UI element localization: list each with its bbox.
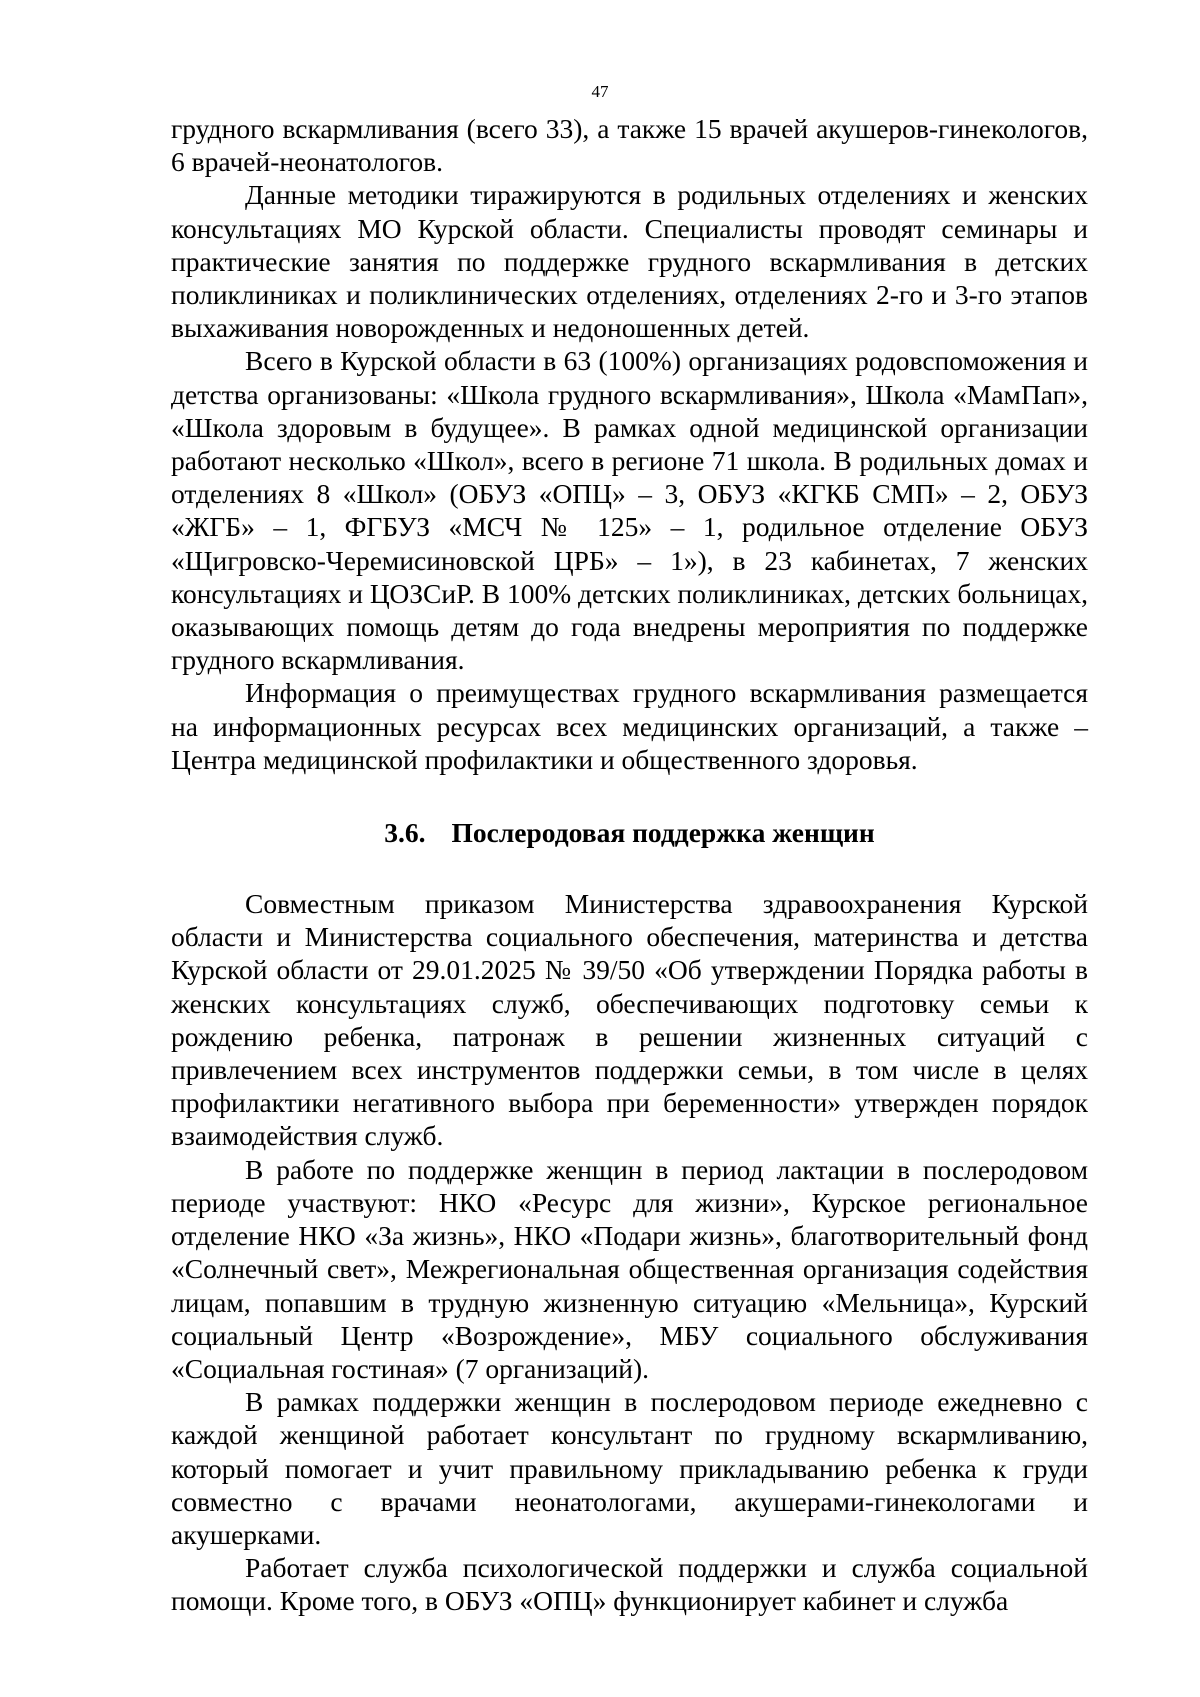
page-number: 47 — [591, 82, 609, 101]
section-title: Послеродовая поддержка женщин — [451, 817, 875, 849]
section-heading — [171, 816, 1088, 849]
section-number: 3.6. — [384, 817, 426, 849]
paragraph-methods-replication: Данные методики тиражируются в родильных отделениях и женских консультациях МО Курской области. Специалисты проводят семинары и практические занятия по поддержке грудного вскармливания в детских поликлиниках и поликлинических отделениях, отделениях 2-го и 3-го этапов выхаживания новорожденных и недоношенных детей. — [171, 179, 1088, 344]
paragraph-ngo-participants: В работе по поддержке женщин в период лактации в послеродовом периоде участвуют: НКО «Ресурс для жизни», Курское региональное отделение НКО «За жизнь», НКО «Подари жизнь», благотворительный фонд «Солнечный свет», Межрегиональная общественная организация содействия лицам, попавшим в трудную жизненную ситуацию «Мельница», Курский социальный Центр «Возрождение», МБУ социального обслуживания «Социальная гостиная» (7 организаций). — [171, 1153, 1088, 1384]
document-body — [171, 112, 1088, 1618]
paragraph-support-services: Работает служба психологической поддержки и служба социальной помощи. Кроме того, в ОБУЗ «ОПЦ» функционирует кабинет и служба — [171, 1552, 1088, 1617]
paragraph-information-resources: Информация о преимуществах грудного вскармливания размещается на информационных ресурсах всех медицинских организаций, а также – Центра медицинской профилактики и общественного здоровья. — [171, 677, 1088, 775]
paragraph-schools-count: Всего в Курской области в 63 (100%) организациях родовспоможения и детства организованы: «Школа грудного вскармливания», Школа «МамПап», «Школа здоровым в будущее». В рамках одной медицинской организации работают несколько «Школ», всего в регионе 71 школа. В родильных домах и отделениях 8 «Школ» (ОБУЗ «ОПЦ» – 3, ОБУЗ «КГКБ СМП» – 2, ОБУЗ «ЖГБ» – 1, ФГБУЗ «МСЧ № 125» – 1, родильное отделение ОБУЗ «Щигровско-Черемисиновской ЦРБ» – 1»), в 23 кабинетах, 7 женских консультациях и ЦОЗСиР. В 100% детских поликлиниках, детских больницах, оказывающих помощь детям до года внедрены мероприятия по поддержке грудного вскармливания. — [171, 345, 1088, 676]
paragraph-joint-order: Совместным приказом Министерства здравоохранения Курской области и Министерства социального обеспечения, материнства и детства Курской области от 29.01.2025 № 39/50 «Об утверждении Порядка работы в женских консультациях служб, обеспечивающих подготовку семьи к рождению ребенка, патронаж в решении жизненных ситуаций с привлечением всех инструментов поддержки семьи, в том числе в целях профилактики негативного выбора при беременности» утвержден порядок взаимодействия служб. — [171, 888, 1088, 1152]
paragraph-lactation-consultant: В рамках поддержки женщин в послеродовом периоде ежедневно с каждой женщиной работает консультант по грудному вскармливанию, который помогает и учит правильному прикладыванию ребенка к груди совместно с врачами неонатологами, акушерами-гинекологами и акушерками. — [171, 1386, 1088, 1550]
paragraph-continuation: грудного вскармливания (всего 33), а также 15 врачей акушеров-гинекологов, 6 врачей-неонатологов. — [171, 113, 1088, 178]
